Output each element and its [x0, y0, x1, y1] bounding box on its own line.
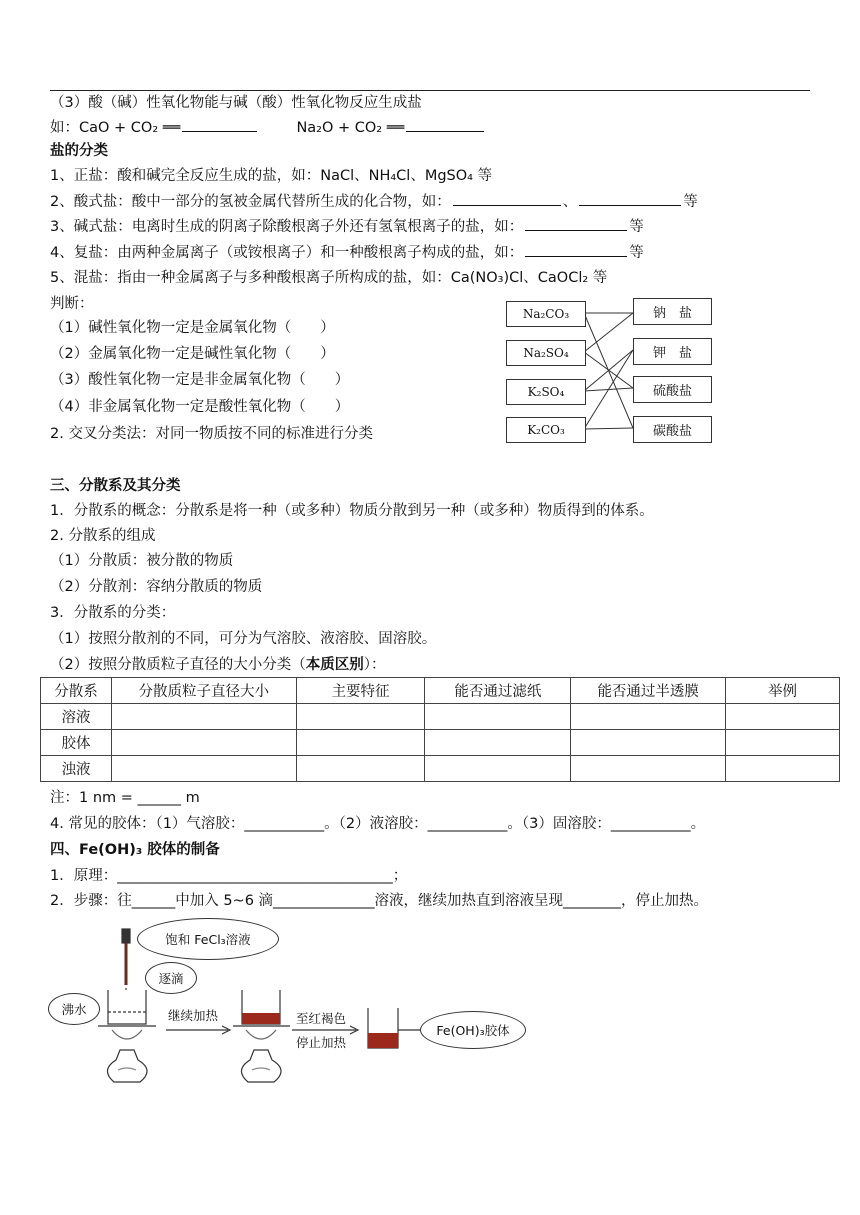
bubble-fecl3: 饱和 FeCl₃溶液 [137, 918, 279, 960]
judge-item-2: （2）金属氧化物一定是碱性氧化物（ ） [50, 346, 335, 362]
diagram-right-carbonate: 碳酸盐 [633, 416, 712, 443]
dispersion-medium: （2）分散剂：容纳分散质的物质 [50, 579, 263, 595]
bubble-colloid-product: Fe(OH)₃胶体 [420, 1011, 526, 1049]
equation-na2o: Na₂O + CO₂ ══ [296, 120, 405, 136]
judge-item-1: （1）碱性氧化物一定是金属氧化物（ ） [50, 320, 335, 336]
prep-steps: 2．步骤：往______中加入 5~6 滴______________溶液，继续加热直到溶液呈现________，停止加热。 [50, 893, 709, 909]
diagram-right-sulfate: 硫酸盐 [633, 376, 712, 403]
eq-prefix: 如： [50, 120, 79, 136]
salt-item-4-end: 等 [629, 245, 644, 261]
dispersion-composition: 2. 分散系的组成 [50, 528, 156, 544]
th-particle-size: 分散质粒子直径大小 [111, 678, 296, 704]
dispersion-heading: 三、分散系及其分类 [50, 478, 181, 494]
classify-by-size-end: ）： [363, 657, 386, 673]
salt-heading: 盐的分类 [50, 143, 108, 159]
salt-item-5: 5、混盐：指由一种金属离子与多种酸根离子所构成的盐，如：Ca(NO₃)Cl、CaOCl₂ 等 [50, 270, 608, 286]
cross-classification: 2. 交叉分类法：对同一物质按不同的标准进行分类 [50, 426, 373, 442]
arrow-label-red-brown: 至红褐色 [296, 1011, 347, 1026]
diagram-left-na2co3: Na₂CO₃ [506, 301, 586, 327]
th-semipermeable: 能否通过半透膜 [571, 678, 726, 704]
bubble-dropwise: 逐滴 [145, 962, 197, 994]
diagram-left-na2so4: Na₂SO₄ [506, 340, 586, 366]
th-filter-paper: 能否通过滤纸 [425, 678, 571, 704]
classify-by-medium: （1）按照分散剂的不同，可分为气溶胶、液溶胶、固溶胶。 [50, 631, 437, 647]
salt-item-2-end: 等 [683, 194, 698, 210]
th-features: 主要特征 [296, 678, 425, 704]
note-nm: 注：1 nm = ______ m [50, 790, 200, 806]
diagram-left-k2so4: K₂SO₄ [506, 379, 586, 405]
salt-item-4-text: 4、复盐：由两种金属离子（或铵根离子）和一种酸根离子构成的盐，如： [50, 245, 524, 261]
row-label-suspension: 浊液 [41, 756, 112, 782]
salt-item-3-text: 3、碱式盐：电离时生成的阴离子除酸根离子外还有氢氧根离子的盐，如： [50, 219, 524, 235]
diagram-right-sodium-salt: 钠 盐 [633, 298, 712, 325]
arrow-label-stop-heating: 停止加热 [296, 1035, 347, 1050]
row-label-colloid: 胶体 [41, 730, 112, 756]
row-label-solution: 溶液 [41, 704, 112, 730]
essential-difference: 本质区别 [305, 657, 364, 673]
classify-by-size-text: （2）按照分散质粒子直径的大小分类（ [50, 657, 306, 673]
dispersed-phase: （1）分散质：被分散的物质 [50, 553, 234, 569]
dispersion-classification: 3．分散系的分类： [50, 605, 176, 621]
salt-item-3-end: 等 [629, 219, 644, 235]
prep-principle: 1．原理：______________________________________； [50, 868, 408, 884]
equation-cao: CaO + CO₂ ══ [79, 120, 181, 136]
oxide-item-3: （3）酸（碱）性氧化物能与碱（酸）性氧化物反应生成盐 [50, 95, 422, 111]
judge-item-3: （3）酸性氧化物一定是非金属氧化物（ ） [50, 372, 350, 388]
dispersion-definition: 1．分散系的概念：分散系是将一种（或多种）物质分散到另一种（或多种）物质得到的体系。 [50, 503, 654, 519]
judge-title: 判断： [50, 296, 94, 312]
common-colloids: 4. 常见的胶体：（1）气溶胶：___________。（2）液溶胶：___________。（3）固溶胶：___________。 [50, 816, 706, 832]
diagram-left-k2co3: K₂CO₃ [506, 417, 586, 443]
diagram-right-potassium-salt: 钾 盐 [633, 338, 712, 365]
separator: 、 [562, 194, 578, 210]
th-system: 分散系 [41, 678, 112, 704]
prep-heading: 四、Fe(OH)₃ 胶体的制备 [50, 842, 220, 858]
arrow-label-keep-heating: 继续加热 [168, 1008, 219, 1023]
salt-item-2-text: 2、酸式盐：酸中一部分的氢被金属代替所生成的化合物，如： [50, 194, 451, 210]
bubble-boiling-water: 沸水 [48, 993, 100, 1025]
judge-item-4: （4）非金属氧化物一定是酸性氧化物（ ） [50, 399, 350, 415]
th-example: 举例 [726, 678, 840, 704]
salt-item-1: 1、正盐：酸和碱完全反应生成的盐，如：NaCl、NH₄Cl、MgSO₄ 等 [50, 168, 493, 184]
